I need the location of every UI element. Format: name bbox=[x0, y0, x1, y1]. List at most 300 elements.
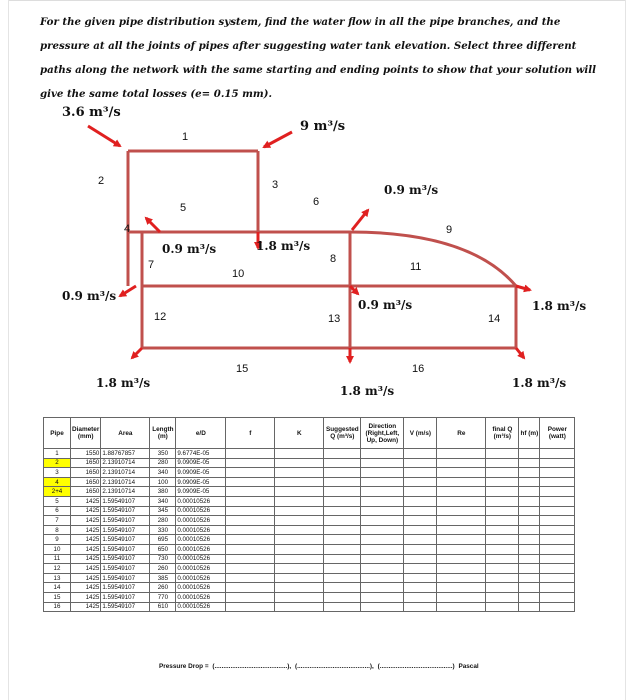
cell-diameter: 1425 bbox=[71, 592, 101, 602]
cell-empty bbox=[275, 583, 324, 593]
cell-empty bbox=[437, 496, 486, 506]
cell-empty bbox=[540, 592, 575, 602]
cell-empty bbox=[226, 525, 275, 535]
header-direction: Direction (Right,Left, Up, Down) bbox=[361, 418, 404, 449]
table-row bbox=[44, 573, 575, 583]
cell-length: 770 bbox=[150, 592, 176, 602]
table-row bbox=[44, 583, 575, 593]
table-row bbox=[44, 506, 575, 516]
cell-empty bbox=[486, 525, 519, 535]
cell-area: 2.13910714 bbox=[101, 487, 150, 497]
cell-empty bbox=[361, 583, 404, 593]
cell-empty bbox=[486, 516, 519, 526]
cell-area: 1.59549107 bbox=[101, 583, 150, 593]
header-area: Area bbox=[101, 418, 150, 449]
cell-pipe: 3 bbox=[44, 468, 71, 478]
cell-empty bbox=[486, 564, 519, 574]
cell-empty bbox=[404, 554, 437, 564]
pipe-label-14: 14 bbox=[488, 313, 501, 325]
cell-empty bbox=[324, 468, 361, 478]
pipe-network-diagram bbox=[0, 80, 632, 410]
cell-diameter: 1425 bbox=[71, 535, 101, 545]
cell-ed: 0.00010526 bbox=[176, 535, 226, 545]
cell-area: 1.59549107 bbox=[101, 535, 150, 545]
cell-empty bbox=[486, 535, 519, 545]
cell-empty bbox=[361, 535, 404, 545]
pipe-label-2: 2 bbox=[98, 175, 105, 187]
table-row bbox=[44, 592, 575, 602]
pipe-table bbox=[43, 417, 575, 612]
cell-pipe: 9 bbox=[44, 535, 71, 545]
cell-ed: 0.00010526 bbox=[176, 573, 226, 583]
table-row bbox=[44, 487, 575, 497]
cell-empty bbox=[540, 477, 575, 487]
cell-empty bbox=[361, 573, 404, 583]
pipe-label-16: 16 bbox=[412, 363, 425, 375]
cell-empty bbox=[275, 525, 324, 535]
cell-empty bbox=[437, 544, 486, 554]
header-f: f bbox=[226, 418, 275, 449]
cell-empty bbox=[324, 602, 361, 612]
cell-empty bbox=[519, 544, 540, 554]
cell-length: 280 bbox=[150, 458, 176, 468]
header-hf: hf (m) bbox=[519, 418, 540, 449]
cell-empty bbox=[519, 516, 540, 526]
table-row bbox=[44, 496, 575, 506]
cell-empty bbox=[324, 458, 361, 468]
cell-ed: 0.00010526 bbox=[176, 583, 226, 593]
table-row bbox=[44, 602, 575, 612]
cell-empty bbox=[437, 516, 486, 526]
cell-empty bbox=[275, 496, 324, 506]
cell-empty bbox=[540, 496, 575, 506]
cell-empty bbox=[404, 573, 437, 583]
pressure-drop-unit: Pascal bbox=[458, 663, 479, 670]
cell-empty bbox=[519, 449, 540, 459]
cell-empty bbox=[226, 516, 275, 526]
cell-pipe: 2 bbox=[44, 458, 71, 468]
cell-empty bbox=[361, 516, 404, 526]
cell-empty bbox=[404, 477, 437, 487]
cell-length: 260 bbox=[150, 583, 176, 593]
cell-empty bbox=[324, 554, 361, 564]
arrow-out-far-right bbox=[516, 286, 530, 290]
cell-ed: 9.0909E-05 bbox=[176, 468, 226, 478]
cell-empty bbox=[486, 487, 519, 497]
cell-diameter: 1650 bbox=[71, 487, 101, 497]
flow-label-bottom-right: 1.8 m³/s bbox=[512, 376, 567, 390]
pipe-label-13: 13 bbox=[328, 313, 341, 325]
cell-area: 1.59549107 bbox=[101, 602, 150, 612]
cell-empty bbox=[540, 535, 575, 545]
cell-empty bbox=[404, 496, 437, 506]
cell-empty bbox=[324, 544, 361, 554]
table-row bbox=[44, 544, 575, 554]
cell-empty bbox=[324, 516, 361, 526]
cell-empty bbox=[540, 468, 575, 478]
cell-empty bbox=[404, 564, 437, 574]
cell-length: 695 bbox=[150, 535, 176, 545]
table-row bbox=[44, 468, 575, 478]
cell-ed: 0.00010526 bbox=[176, 554, 226, 564]
cell-empty bbox=[540, 449, 575, 459]
cell-empty bbox=[519, 487, 540, 497]
cell-empty bbox=[519, 477, 540, 487]
cell-empty bbox=[361, 602, 404, 612]
cell-empty bbox=[486, 468, 519, 478]
flow-label-inflow-left: 3.6 m³/s bbox=[62, 105, 121, 120]
cell-ed: 9.0909E-05 bbox=[176, 487, 226, 497]
cell-empty bbox=[437, 583, 486, 593]
cell-pipe: 1 bbox=[44, 449, 71, 459]
cell-empty bbox=[404, 449, 437, 459]
cell-empty bbox=[404, 602, 437, 612]
cell-empty bbox=[404, 544, 437, 554]
cell-empty bbox=[324, 506, 361, 516]
pipe-label-1: 1 bbox=[182, 131, 189, 143]
cell-empty bbox=[486, 458, 519, 468]
cell-ed: 0.00010526 bbox=[176, 506, 226, 516]
cell-empty bbox=[275, 458, 324, 468]
cell-pipe: 4 bbox=[44, 477, 71, 487]
cell-empty bbox=[540, 525, 575, 535]
cell-pipe: 14 bbox=[44, 583, 71, 593]
cell-empty bbox=[540, 602, 575, 612]
pressure-drop-line bbox=[159, 663, 481, 670]
cell-ed: 0.00010526 bbox=[176, 592, 226, 602]
header-length: Length (m) bbox=[150, 418, 176, 449]
cell-empty bbox=[324, 535, 361, 545]
pressure-drop-blank-2: (.........................................), bbox=[294, 663, 374, 670]
cell-pipe: 2+4 bbox=[44, 487, 71, 497]
cell-area: 1.59549107 bbox=[101, 506, 150, 516]
cell-empty bbox=[437, 458, 486, 468]
cell-empty bbox=[324, 573, 361, 583]
cell-empty bbox=[361, 477, 404, 487]
cell-empty bbox=[519, 535, 540, 545]
cell-ed: 9.0909E-05 bbox=[176, 477, 226, 487]
pipe-label-15: 15 bbox=[236, 363, 249, 375]
cell-length: 340 bbox=[150, 468, 176, 478]
cell-empty bbox=[226, 573, 275, 583]
arrow-mid-left bbox=[146, 218, 160, 232]
cell-area: 1.59549107 bbox=[101, 554, 150, 564]
cell-empty bbox=[361, 468, 404, 478]
cell-empty bbox=[404, 506, 437, 516]
table-row bbox=[44, 535, 575, 545]
pipe-label-3: 3 bbox=[272, 179, 279, 191]
cell-empty bbox=[519, 525, 540, 535]
cell-ed: 0.00010526 bbox=[176, 525, 226, 535]
cell-empty bbox=[540, 583, 575, 593]
cell-empty bbox=[275, 544, 324, 554]
cell-empty bbox=[404, 535, 437, 545]
cell-empty bbox=[226, 583, 275, 593]
pipe-11 bbox=[350, 232, 516, 286]
cell-empty bbox=[437, 468, 486, 478]
cell-empty bbox=[540, 573, 575, 583]
cell-area: 1.59549107 bbox=[101, 592, 150, 602]
cell-diameter: 1425 bbox=[71, 544, 101, 554]
cell-ed: 0.00010526 bbox=[176, 564, 226, 574]
arrow-out-left bbox=[120, 286, 136, 296]
cell-diameter: 1425 bbox=[71, 573, 101, 583]
cell-empty bbox=[275, 516, 324, 526]
cell-area: 1.59549107 bbox=[101, 564, 150, 574]
table-row bbox=[44, 458, 575, 468]
cell-empty bbox=[404, 592, 437, 602]
cell-empty bbox=[519, 564, 540, 574]
cell-diameter: 1425 bbox=[71, 516, 101, 526]
cell-empty bbox=[324, 583, 361, 593]
cell-area: 1.59549107 bbox=[101, 573, 150, 583]
pipe-label-4: 4 bbox=[124, 223, 131, 235]
cell-diameter: 1425 bbox=[71, 506, 101, 516]
cell-empty bbox=[519, 468, 540, 478]
cell-area: 2.13910714 bbox=[101, 468, 150, 478]
cell-diameter: 1425 bbox=[71, 554, 101, 564]
cell-empty bbox=[437, 525, 486, 535]
pressure-drop-label: Pressure Drop = bbox=[159, 663, 209, 670]
cell-empty bbox=[437, 506, 486, 516]
pressure-drop-blank-3: (.........................................) bbox=[377, 663, 455, 670]
flow-label-bottom-center: 1.8 m³/s bbox=[340, 384, 395, 398]
cell-pipe: 6 bbox=[44, 506, 71, 516]
cell-empty bbox=[275, 487, 324, 497]
cell-length: 100 bbox=[150, 477, 176, 487]
cell-empty bbox=[404, 468, 437, 478]
cell-empty bbox=[519, 602, 540, 612]
cell-diameter: 1650 bbox=[71, 458, 101, 468]
cell-area: 1.59549107 bbox=[101, 516, 150, 526]
cell-pipe: 16 bbox=[44, 602, 71, 612]
cell-empty bbox=[519, 506, 540, 516]
cell-empty bbox=[226, 477, 275, 487]
arrow-inflow-left bbox=[88, 126, 120, 146]
cell-diameter: 1425 bbox=[71, 496, 101, 506]
cell-empty bbox=[437, 573, 486, 583]
cell-empty bbox=[226, 564, 275, 574]
cell-empty bbox=[519, 583, 540, 593]
pipe-label-6: 6 bbox=[313, 196, 320, 208]
cell-empty bbox=[437, 487, 486, 497]
header-k: K bbox=[275, 418, 324, 449]
table-row bbox=[44, 516, 575, 526]
cell-ed: 0.00010526 bbox=[176, 544, 226, 554]
cell-empty bbox=[275, 506, 324, 516]
header-diameter: Diameter (mm) bbox=[71, 418, 101, 449]
pipe-label-5: 5 bbox=[180, 202, 187, 214]
cell-area: 1.59549107 bbox=[101, 544, 150, 554]
flow-label-mid-center: 1.8 m³/s bbox=[256, 239, 311, 253]
cell-area: 1.59549107 bbox=[101, 525, 150, 535]
flow-label-out-far-right: 1.8 m³/s bbox=[532, 299, 587, 313]
pipe-label-9: 9 bbox=[446, 224, 453, 236]
table-row bbox=[44, 449, 575, 459]
flow-label-out-right-upper: 0.9 m³/s bbox=[384, 183, 439, 197]
cell-area: 2.13910714 bbox=[101, 477, 150, 487]
cell-empty bbox=[486, 583, 519, 593]
cell-empty bbox=[486, 602, 519, 612]
header-final-q: final Q (m³/s) bbox=[486, 418, 519, 449]
cell-empty bbox=[540, 516, 575, 526]
arrow-bottom-right bbox=[516, 348, 524, 358]
cell-pipe: 10 bbox=[44, 544, 71, 554]
cell-empty bbox=[519, 573, 540, 583]
cell-length: 610 bbox=[150, 602, 176, 612]
table-row bbox=[44, 477, 575, 487]
cell-area: 1.59549107 bbox=[101, 496, 150, 506]
flow-label-inflow-top: 9 m³/s bbox=[300, 119, 346, 134]
cell-empty bbox=[486, 506, 519, 516]
cell-empty bbox=[361, 506, 404, 516]
table-row bbox=[44, 554, 575, 564]
cell-empty bbox=[519, 554, 540, 564]
cell-empty bbox=[324, 564, 361, 574]
cell-length: 380 bbox=[150, 487, 176, 497]
cell-pipe: 7 bbox=[44, 516, 71, 526]
cell-empty bbox=[226, 592, 275, 602]
cell-empty bbox=[404, 525, 437, 535]
table-body bbox=[44, 449, 575, 612]
cell-empty bbox=[324, 525, 361, 535]
cell-diameter: 1425 bbox=[71, 602, 101, 612]
cell-diameter: 1425 bbox=[71, 525, 101, 535]
cell-diameter: 1650 bbox=[71, 468, 101, 478]
cell-pipe: 12 bbox=[44, 564, 71, 574]
header-re: Re bbox=[437, 418, 486, 449]
cell-empty bbox=[275, 573, 324, 583]
cell-length: 340 bbox=[150, 496, 176, 506]
cell-empty bbox=[540, 458, 575, 468]
cell-empty bbox=[226, 506, 275, 516]
cell-pipe: 8 bbox=[44, 525, 71, 535]
cell-empty bbox=[361, 487, 404, 497]
cell-pipe: 15 bbox=[44, 592, 71, 602]
cell-diameter: 1425 bbox=[71, 564, 101, 574]
cell-empty bbox=[226, 449, 275, 459]
cell-empty bbox=[540, 544, 575, 554]
cell-diameter: 1425 bbox=[71, 583, 101, 593]
header-suggested-q: Suggested Q (m³/s) bbox=[324, 418, 361, 449]
cell-empty bbox=[226, 602, 275, 612]
cell-pipe: 5 bbox=[44, 496, 71, 506]
cell-empty bbox=[540, 554, 575, 564]
flow-label-bottom-left: 1.8 m³/s bbox=[96, 376, 151, 390]
cell-empty bbox=[540, 506, 575, 516]
cell-ed: 9.6774E-05 bbox=[176, 449, 226, 459]
cell-length: 350 bbox=[150, 449, 176, 459]
cell-empty bbox=[226, 468, 275, 478]
cell-empty bbox=[437, 554, 486, 564]
cell-empty bbox=[361, 554, 404, 564]
cell-empty bbox=[226, 496, 275, 506]
cell-empty bbox=[404, 487, 437, 497]
cell-empty bbox=[519, 458, 540, 468]
pipe-label-12: 12 bbox=[154, 311, 167, 323]
cell-empty bbox=[226, 535, 275, 545]
cell-length: 260 bbox=[150, 564, 176, 574]
cell-empty bbox=[437, 602, 486, 612]
cell-length: 730 bbox=[150, 554, 176, 564]
cell-empty bbox=[275, 564, 324, 574]
cell-empty bbox=[519, 496, 540, 506]
cell-empty bbox=[361, 564, 404, 574]
cell-empty bbox=[404, 458, 437, 468]
cell-empty bbox=[361, 496, 404, 506]
cell-empty bbox=[324, 592, 361, 602]
pipe-label-11: 11 bbox=[410, 261, 422, 273]
cell-empty bbox=[324, 449, 361, 459]
cell-empty bbox=[275, 449, 324, 459]
cell-length: 385 bbox=[150, 573, 176, 583]
cell-empty bbox=[437, 449, 486, 459]
cell-length: 650 bbox=[150, 544, 176, 554]
cell-empty bbox=[275, 468, 324, 478]
cell-empty bbox=[361, 449, 404, 459]
arrow-out-right-upper bbox=[352, 210, 368, 230]
cell-empty bbox=[404, 583, 437, 593]
header-velocity: V (m/s) bbox=[404, 418, 437, 449]
cell-empty bbox=[324, 477, 361, 487]
arrow-bottom-left bbox=[132, 348, 142, 358]
cell-ed: 0.00010526 bbox=[176, 602, 226, 612]
cell-ed: 9.0909E-05 bbox=[176, 458, 226, 468]
cell-length: 330 bbox=[150, 525, 176, 535]
pipe-label-8: 8 bbox=[330, 253, 337, 265]
header-ed: e/D bbox=[176, 418, 226, 449]
cell-empty bbox=[540, 487, 575, 497]
pipe-label-10: 10 bbox=[232, 268, 245, 280]
problem-statement: For the given pipe distribution system, find the water flow in all the pipe branches, and the pressure at all the joints of pipes after suggesting water tank elevation. Select three different paths along the network with the same starting and ending points to show that your solution will give the same total losses (e= 0.15 mm). bbox=[40, 16, 597, 100]
cell-diameter: 1550 bbox=[71, 449, 101, 459]
cell-empty bbox=[324, 487, 361, 497]
cell-empty bbox=[404, 516, 437, 526]
table-header-row bbox=[44, 418, 575, 449]
cell-ed: 0.00010526 bbox=[176, 516, 226, 526]
cell-length: 280 bbox=[150, 516, 176, 526]
cell-empty bbox=[486, 449, 519, 459]
cell-empty bbox=[486, 592, 519, 602]
flow-label-mid-left: 0.9 m³/s bbox=[162, 242, 217, 256]
cell-area: 2.13910714 bbox=[101, 458, 150, 468]
cell-ed: 0.00010526 bbox=[176, 496, 226, 506]
cell-empty bbox=[486, 477, 519, 487]
cell-pipe: 11 bbox=[44, 554, 71, 564]
cell-empty bbox=[275, 602, 324, 612]
cell-empty bbox=[361, 525, 404, 535]
cell-empty bbox=[486, 544, 519, 554]
cell-empty bbox=[324, 496, 361, 506]
header-pipe: Pipe bbox=[44, 418, 71, 449]
cell-empty bbox=[486, 554, 519, 564]
flow-label-out-left: 0.9 m³/s bbox=[62, 289, 117, 303]
cell-empty bbox=[275, 535, 324, 545]
pressure-drop-blank-1: (.........................................), bbox=[212, 663, 292, 670]
cell-empty bbox=[275, 592, 324, 602]
cell-empty bbox=[437, 477, 486, 487]
header-power: Power (watt) bbox=[540, 418, 575, 449]
pipe-label-7: 7 bbox=[148, 259, 155, 271]
cell-empty bbox=[226, 544, 275, 554]
page-border bbox=[8, 0, 626, 1]
cell-empty bbox=[437, 592, 486, 602]
cell-empty bbox=[226, 554, 275, 564]
cell-empty bbox=[226, 487, 275, 497]
cell-empty bbox=[275, 554, 324, 564]
cell-empty bbox=[361, 592, 404, 602]
cell-diameter: 1650 bbox=[71, 477, 101, 487]
